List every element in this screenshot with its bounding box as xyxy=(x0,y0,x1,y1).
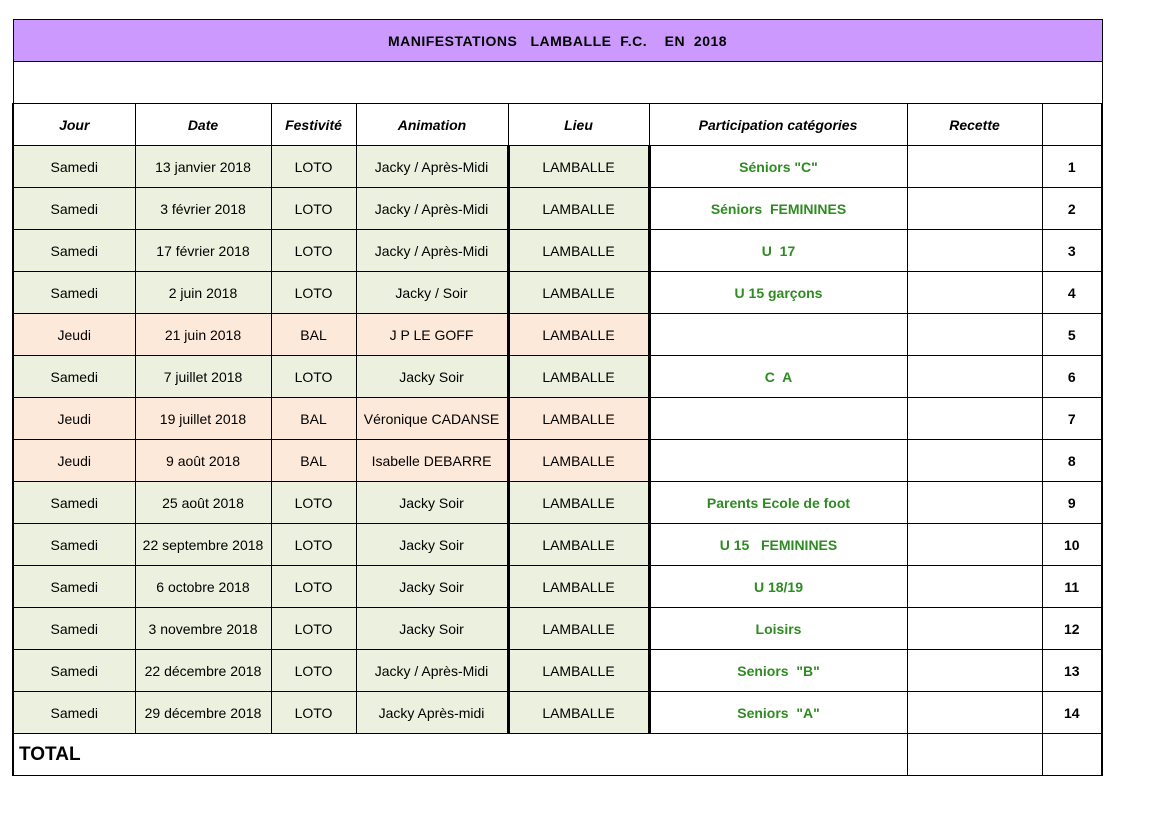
table-row xyxy=(13,608,1102,650)
cell-animation: Véronique CADANSE xyxy=(356,398,508,440)
cell-recette xyxy=(907,524,1042,566)
cell-num: 11 xyxy=(1042,566,1102,608)
cell-festivite: LOTO xyxy=(271,608,356,650)
cell-lieu: LAMBALLE xyxy=(508,692,649,734)
cell-jour: Samedi xyxy=(13,272,135,314)
cell-animation: Jacky / Après-Midi xyxy=(356,650,508,692)
cell-date: 7 juillet 2018 xyxy=(135,356,271,398)
total-label: TOTAL xyxy=(13,734,907,776)
cell-date: 29 décembre 2018 xyxy=(135,692,271,734)
cell-animation: Jacky Soir xyxy=(356,356,508,398)
header-num xyxy=(1042,104,1102,146)
header-animation: Animation xyxy=(356,104,508,146)
cell-lieu: LAMBALLE xyxy=(508,230,649,272)
cell-date: 19 juillet 2018 xyxy=(135,398,271,440)
cell-num: 12 xyxy=(1042,608,1102,650)
blank-cell xyxy=(13,62,1102,104)
table-row xyxy=(13,566,1102,608)
title-row xyxy=(13,20,1102,62)
cell-animation: Jacky Soir xyxy=(356,524,508,566)
cell-animation: Jacky / Soir xyxy=(356,272,508,314)
cell-jour: Jeudi xyxy=(13,398,135,440)
total-row xyxy=(13,734,1102,776)
cell-festivite: BAL xyxy=(271,398,356,440)
cell-date: 13 janvier 2018 xyxy=(135,146,271,188)
cell-jour: Samedi xyxy=(13,692,135,734)
cell-jour: Jeudi xyxy=(13,314,135,356)
cell-lieu: LAMBALLE xyxy=(508,188,649,230)
table-row xyxy=(13,692,1102,734)
cell-num: 4 xyxy=(1042,272,1102,314)
cell-lieu: LAMBALLE xyxy=(508,566,649,608)
cell-num: 13 xyxy=(1042,650,1102,692)
cell-participation: U 15 garçons xyxy=(649,272,907,314)
cell-date: 6 octobre 2018 xyxy=(135,566,271,608)
cell-date: 3 novembre 2018 xyxy=(135,608,271,650)
cell-date: 17 février 2018 xyxy=(135,230,271,272)
cell-jour: Samedi xyxy=(13,566,135,608)
cell-festivite: LOTO xyxy=(271,692,356,734)
cell-jour: Samedi xyxy=(13,482,135,524)
cell-num: 10 xyxy=(1042,524,1102,566)
cell-num: 5 xyxy=(1042,314,1102,356)
cell-jour: Samedi xyxy=(13,356,135,398)
cell-date: 22 décembre 2018 xyxy=(135,650,271,692)
cell-participation: Séniors FEMININES xyxy=(649,188,907,230)
cell-participation: C A xyxy=(649,356,907,398)
cell-num: 1 xyxy=(1042,146,1102,188)
cell-participation: U 17 xyxy=(649,230,907,272)
cell-recette xyxy=(907,482,1042,524)
cell-date: 21 juin 2018 xyxy=(135,314,271,356)
cell-animation: J P LE GOFF xyxy=(356,314,508,356)
cell-animation: Jacky / Après-Midi xyxy=(356,188,508,230)
cell-participation: Seniors "B" xyxy=(649,650,907,692)
cell-recette xyxy=(907,230,1042,272)
header-festivite: Festivité xyxy=(271,104,356,146)
cell-festivite: LOTO xyxy=(271,230,356,272)
cell-recette xyxy=(907,566,1042,608)
cell-festivite: LOTO xyxy=(271,482,356,524)
cell-date: 9 août 2018 xyxy=(135,440,271,482)
cell-animation: Jacky / Après-Midi xyxy=(356,230,508,272)
table-row xyxy=(13,650,1102,692)
cell-lieu: LAMBALLE xyxy=(508,608,649,650)
sheet-title: MANIFESTATIONS LAMBALLE F.C. EN 2018 xyxy=(13,20,1102,62)
cell-recette xyxy=(907,146,1042,188)
cell-animation: Jacky / Après-Midi xyxy=(356,146,508,188)
cell-participation xyxy=(649,398,907,440)
table-row xyxy=(13,524,1102,566)
table-row xyxy=(13,230,1102,272)
cell-lieu: LAMBALLE xyxy=(508,314,649,356)
cell-lieu: LAMBALLE xyxy=(508,440,649,482)
cell-recette xyxy=(907,314,1042,356)
table-row xyxy=(13,440,1102,482)
cell-festivite: LOTO xyxy=(271,566,356,608)
cell-recette xyxy=(907,188,1042,230)
cell-recette xyxy=(907,440,1042,482)
cell-participation xyxy=(649,440,907,482)
cell-recette xyxy=(907,398,1042,440)
cell-lieu: LAMBALLE xyxy=(508,272,649,314)
cell-num: 8 xyxy=(1042,440,1102,482)
cell-festivite: LOTO xyxy=(271,524,356,566)
cell-jour: Samedi xyxy=(13,188,135,230)
cell-recette xyxy=(907,608,1042,650)
cell-lieu: LAMBALLE xyxy=(508,356,649,398)
header-lieu: Lieu xyxy=(508,104,649,146)
cell-participation: Loisirs xyxy=(649,608,907,650)
cell-animation: Jacky Soir xyxy=(356,608,508,650)
header-date: Date xyxy=(135,104,271,146)
cell-festivite: LOTO xyxy=(271,188,356,230)
cell-animation: Isabelle DEBARRE xyxy=(356,440,508,482)
total-num xyxy=(1042,734,1102,776)
table-row xyxy=(13,398,1102,440)
cell-date: 3 février 2018 xyxy=(135,188,271,230)
cell-festivite: BAL xyxy=(271,314,356,356)
cell-lieu: LAMBALLE xyxy=(508,524,649,566)
cell-date: 2 juin 2018 xyxy=(135,272,271,314)
cell-num: 6 xyxy=(1042,356,1102,398)
cell-festivite: LOTO xyxy=(271,272,356,314)
cell-jour: Samedi xyxy=(13,524,135,566)
header-jour: Jour xyxy=(13,104,135,146)
table-row xyxy=(13,272,1102,314)
cell-lieu: LAMBALLE xyxy=(508,398,649,440)
header-recette: Recette xyxy=(907,104,1042,146)
cell-lieu: LAMBALLE xyxy=(508,146,649,188)
cell-lieu: LAMBALLE xyxy=(508,650,649,692)
cell-participation: Séniors "C" xyxy=(649,146,907,188)
cell-participation: Seniors "A" xyxy=(649,692,907,734)
cell-animation: Jacky Après-midi xyxy=(356,692,508,734)
events-table xyxy=(12,19,1103,776)
header-participation: Participation catégories xyxy=(649,104,907,146)
cell-participation: Parents Ecole de foot xyxy=(649,482,907,524)
cell-jour: Samedi xyxy=(13,146,135,188)
cell-recette xyxy=(907,356,1042,398)
table-row xyxy=(13,356,1102,398)
cell-animation: Jacky Soir xyxy=(356,566,508,608)
cell-recette xyxy=(907,692,1042,734)
cell-jour: Jeudi xyxy=(13,440,135,482)
cell-date: 25 août 2018 xyxy=(135,482,271,524)
table-row xyxy=(13,482,1102,524)
cell-participation: U 15 FEMININES xyxy=(649,524,907,566)
cell-festivite: BAL xyxy=(271,440,356,482)
cell-festivite: LOTO xyxy=(271,650,356,692)
cell-animation: Jacky Soir xyxy=(356,482,508,524)
cell-date: 22 septembre 2018 xyxy=(135,524,271,566)
table-row xyxy=(13,314,1102,356)
cell-num: 14 xyxy=(1042,692,1102,734)
cell-participation xyxy=(649,314,907,356)
cell-festivite: LOTO xyxy=(271,356,356,398)
cell-jour: Samedi xyxy=(13,650,135,692)
cell-num: 7 xyxy=(1042,398,1102,440)
cell-participation: U 18/19 xyxy=(649,566,907,608)
total-recette xyxy=(907,734,1042,776)
cell-jour: Samedi xyxy=(13,230,135,272)
cell-recette xyxy=(907,650,1042,692)
cell-num: 2 xyxy=(1042,188,1102,230)
table-row xyxy=(13,188,1102,230)
cell-num: 9 xyxy=(1042,482,1102,524)
cell-num: 3 xyxy=(1042,230,1102,272)
table-row xyxy=(13,146,1102,188)
cell-lieu: LAMBALLE xyxy=(508,482,649,524)
cell-festivite: LOTO xyxy=(271,146,356,188)
cell-recette xyxy=(907,272,1042,314)
blank-row xyxy=(13,62,1102,104)
header-row xyxy=(13,104,1102,146)
cell-jour: Samedi xyxy=(13,608,135,650)
